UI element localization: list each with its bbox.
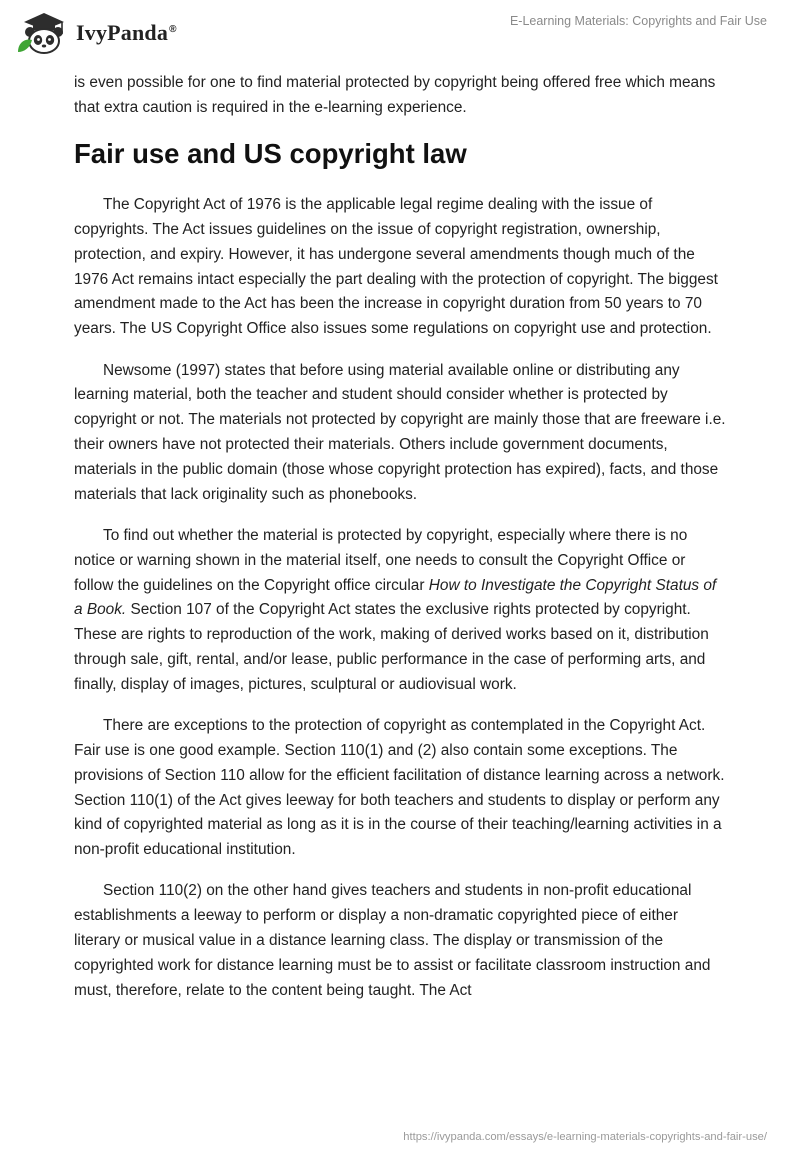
paragraph-section-110-2: Section 110(2) on the other hand gives teachers and students in non-profit educational establishments a leeway to perform or display a non-dramatic copyrighted piece of either literary or musical value in a distance learning class. The display or transmission of the copyrighted work for distance learning must be to assist or facilitate classroom instruction and must, therefore, relate to the content being taught. The Act: [74, 882, 711, 999]
paragraph-newsome: Newsome (1997) states that before using material available online or distributing any learning material, both the teacher and student should consider whether is protected by copyright or not. The materials not protected by copyright are mainly those that are freeware i.e. their owners have not protected their materials. Others include government documents, materials in the public domain (those whose copyright protection has expired), facts, and those materials that lack originality such as phonebooks.: [74, 361, 726, 503]
paragraph-copyright-act: The Copyright Act of 1976 is the applicable legal regime dealing with the issue of copyrights. The Act issues guidelines on the issue of copyright registration, ownership, protection, and expiry. However, it has undergone several amendments though much of the 1976 Act remains intact especially the part dealing with the protection of copyright. The biggest amendment made to the Act has been the increase in copyright duration from 50 years to 70 years. The US Copyright Office also issues some regulations on copyright use and protection.: [74, 196, 718, 338]
ivypanda-logo[interactable]: [14, 10, 177, 56]
page-header: [0, 0, 800, 64]
section-heading: Fair use and US copyright law: [74, 138, 467, 170]
paragraph-3-text-after: Section 107 of the Copyright Act states the exclusive rights protected by copyright. These are rights to reproduction of the work, making of derived works based on it, distribution through sale, gift, rental, and/or lease, public performance in the case of performing arts, and finally, display of images, pictures, sculptural or audiovisual work.: [74, 601, 709, 693]
document-title: E-Learning Materials: Copyrights and Fair Use: [509, 14, 767, 28]
paragraph-investigate-status: [74, 524, 726, 698]
logo-wordmark: IvyPanda®: [76, 20, 177, 45]
paragraph-exceptions: There are exceptions to the protection of copyright as contemplated in the Copyright Act. Fair use is one good example. Section 110(1) and (2) also contain some exceptions. The provisions of Section 110 allow for the efficient facilitation of distance learning across a network. Section 110(1) of the Act gives leeway for both teachers and students to display or perform any kind of copyrighted material as long as it is in the course of their teaching/learning activities in a non-profit educational institution.: [74, 717, 725, 859]
essay-content: [74, 71, 726, 1020]
registered-mark: ®: [169, 23, 177, 35]
circular-title: How to Investigate the Copyright Status of a Book.: [74, 576, 717, 619]
paragraph-3-text-before: To find out whether the material is protected by copyright, especially where there is no notice or warning shown in the material itself, one needs to consult the Copyright Office or follow the guidelines on the Copyright office circular: [74, 526, 688, 594]
panda-graduate-icon: [14, 10, 70, 56]
source-url-link[interactable]: https://ivypanda.com/essays/e-learning-materials-copyrights-and-fair-use/: [403, 1131, 767, 1143]
intro-fragment-paragraph: is even possible for one to find material protected by copyright being offered free which means that extra caution is required in the e-learning experience.: [74, 74, 716, 116]
